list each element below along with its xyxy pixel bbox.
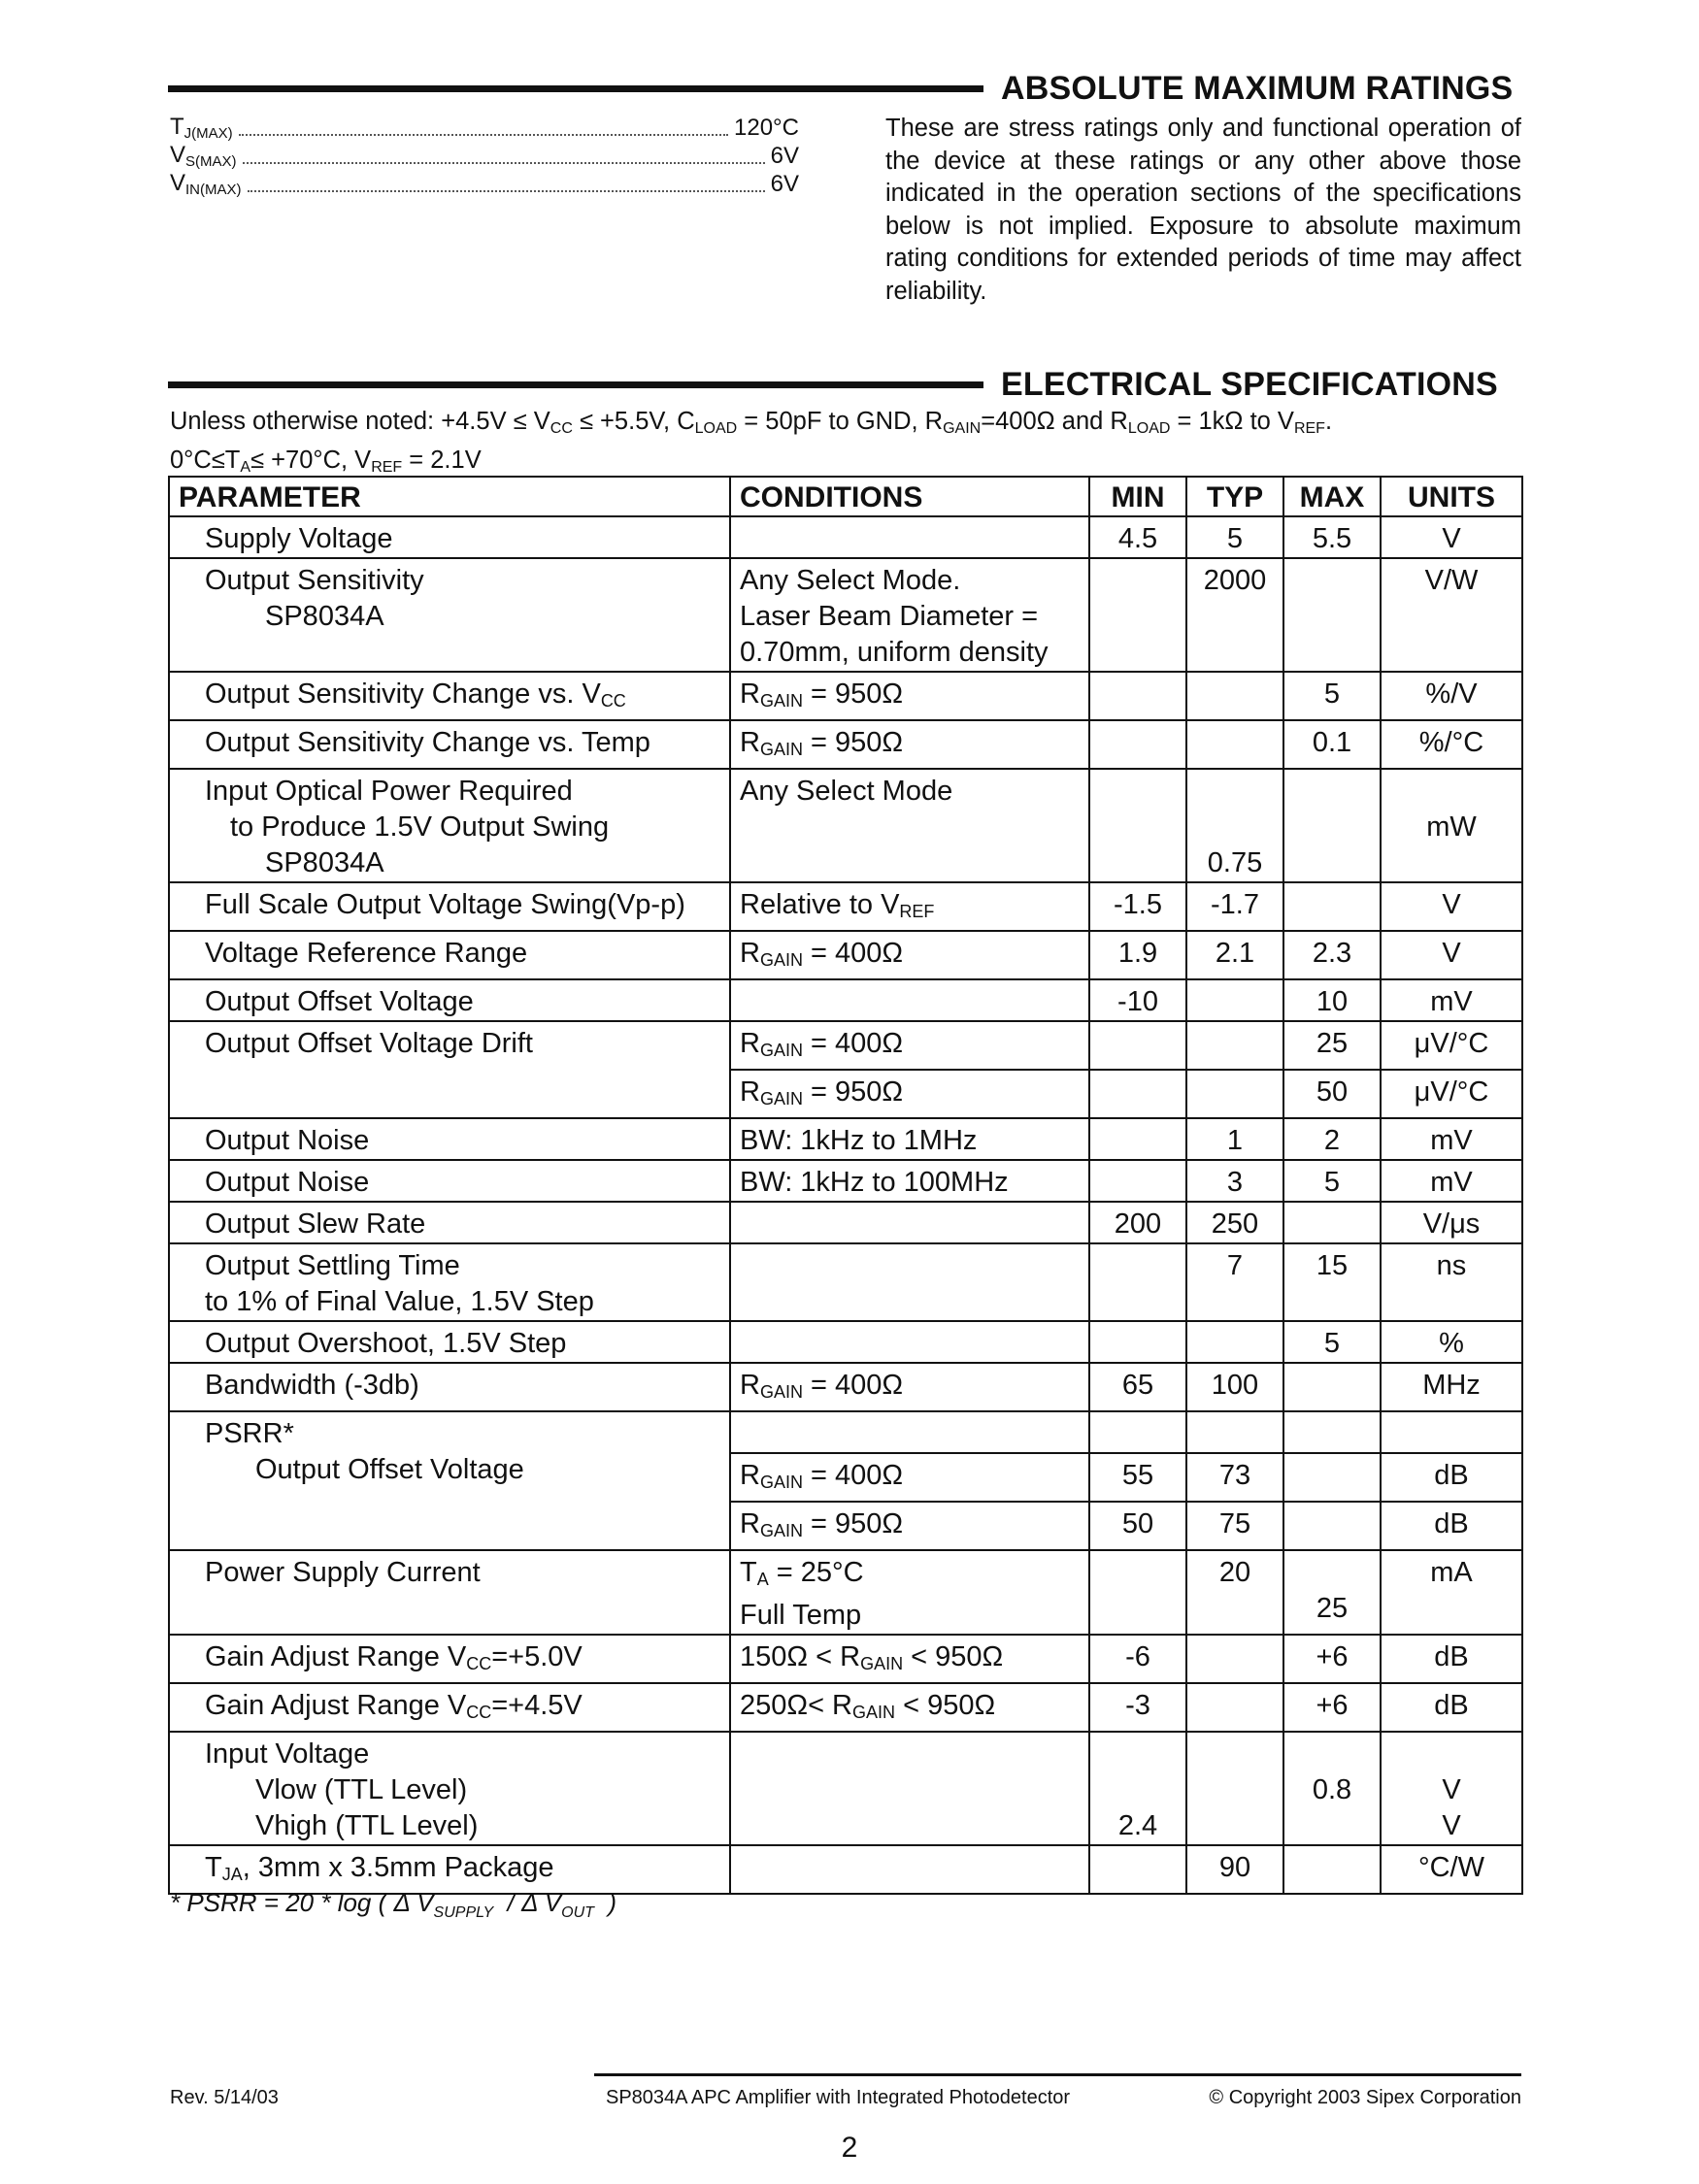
table-cell: mW — [1381, 769, 1522, 882]
table-cell: °C/W — [1381, 1845, 1522, 1894]
table-cell — [1089, 1321, 1186, 1363]
table-cell: 75 — [1186, 1502, 1283, 1550]
table-cell — [1186, 1411, 1283, 1453]
table-cell: Any Select Mode — [730, 769, 1089, 882]
table-cell: dB — [1381, 1683, 1522, 1732]
elec-spec-header — [168, 366, 1521, 404]
table-cell: mV — [1381, 1160, 1522, 1202]
table-cell: μV/°C — [1381, 1021, 1522, 1070]
table-cell: Output Slew Rate — [169, 1202, 730, 1243]
table-cell: Relative to $V_{REF}$ — [730, 882, 1089, 931]
table-cell: Input Optical Power Required to Produce 1.5V Output Swing SP8034A — [169, 769, 730, 882]
table-cell — [1089, 1411, 1186, 1453]
table-row — [169, 1683, 1522, 1732]
table-cell — [730, 516, 1089, 558]
table-row — [169, 516, 1522, 558]
table-cell — [1283, 1411, 1381, 1453]
footer-title: SP8034A APC Amplifier with Integrated Photodetector — [606, 2087, 1071, 2108]
table-cell: Output Offset Voltage Drift — [169, 1021, 730, 1118]
header-parameter: PARAMETER — [169, 477, 730, 516]
table-cell — [730, 1845, 1089, 1894]
table-cell — [1089, 1845, 1186, 1894]
table-cell — [1089, 1118, 1186, 1160]
table-cell: $R_{GAIN} = 400\Omega$ — [730, 1021, 1089, 1070]
table-cell — [1283, 1845, 1381, 1894]
table-cell: V V — [1381, 1732, 1522, 1845]
table-cell — [1283, 1202, 1381, 1243]
table-row — [169, 931, 1522, 979]
table-cell — [1089, 1550, 1186, 1635]
table-cell: 25 — [1283, 1021, 1381, 1070]
table-cell: % — [1381, 1321, 1522, 1363]
table-row — [169, 979, 1522, 1021]
table-cell: 0.1 — [1283, 720, 1381, 769]
table-row — [169, 1732, 1522, 1845]
table-cell: mV — [1381, 979, 1522, 1021]
table-row — [169, 1321, 1522, 1363]
table-cell: $250\Omega< R_{GAIN} < 950\Omega$ — [730, 1683, 1089, 1732]
table-cell: 200 — [1089, 1202, 1186, 1243]
psrr-footnote: * PSRR = 20 * log ( Δ $V_{SUPPLY}$ / Δ $V_{OUT}$ ) — [170, 1888, 617, 1921]
table-cell — [1186, 979, 1283, 1021]
table-cell — [730, 1732, 1089, 1845]
table-cell: μV/°C — [1381, 1070, 1522, 1118]
table-cell: 25 — [1283, 1550, 1381, 1635]
table-cell: Power Supply Current — [169, 1550, 730, 1635]
table-cell: 1 — [1186, 1118, 1283, 1160]
table-cell: -10 — [1089, 979, 1186, 1021]
table-cell: Output Overshoot, 1.5V Step — [169, 1321, 730, 1363]
table-cell: 0.75 — [1186, 769, 1283, 882]
table-cell: 250 — [1186, 1202, 1283, 1243]
table-cell: V — [1381, 516, 1522, 558]
table-cell: 20 — [1186, 1550, 1283, 1635]
table-cell: 50 — [1089, 1502, 1186, 1550]
table-cell: dB — [1381, 1453, 1522, 1502]
table-cell: Full Scale Output Voltage Swing(Vp-p) — [169, 882, 730, 931]
table-cell — [1283, 769, 1381, 882]
table-cell: 7 — [1186, 1243, 1283, 1321]
table-cell — [730, 979, 1089, 1021]
table-cell: dB — [1381, 1635, 1522, 1683]
table-cell: Output Sensitivity Change vs. Temp — [169, 720, 730, 769]
table-cell: $150\Omega < R_{GAIN} < 950\Omega$ — [730, 1635, 1089, 1683]
table-cell — [1283, 1453, 1381, 1502]
table-cell: 4.5 — [1089, 516, 1186, 558]
footer-revision: Rev. 5/14/03 — [170, 2087, 279, 2108]
table-row — [169, 558, 1522, 672]
table-cell: dB — [1381, 1502, 1522, 1550]
table-cell — [1186, 1321, 1283, 1363]
table-cell: -3 — [1089, 1683, 1186, 1732]
table-row — [169, 1411, 1522, 1453]
table-cell: Voltage Reference Range — [169, 931, 730, 979]
table-cell: %/V — [1381, 672, 1522, 720]
table-cell — [1089, 1070, 1186, 1118]
table-cell: 2 — [1283, 1118, 1381, 1160]
table-cell: Gain Adjust Range $V_{CC}=+4.5V$ — [169, 1683, 730, 1732]
table-cell: 3 — [1186, 1160, 1283, 1202]
table-row — [169, 1021, 1522, 1070]
page-number: 2 — [841, 2132, 858, 2164]
table-cell: 2.1 — [1186, 931, 1283, 979]
table-row — [169, 720, 1522, 769]
table-cell: $T_A = 25^\circ C$ Full Temp — [730, 1550, 1089, 1635]
table-cell: Supply Voltage — [169, 516, 730, 558]
table-cell: Output Noise — [169, 1118, 730, 1160]
table-cell — [1089, 1160, 1186, 1202]
table-cell: 10 — [1283, 979, 1381, 1021]
table-cell — [730, 1411, 1089, 1453]
table-cell — [1186, 720, 1283, 769]
table-row — [169, 1550, 1522, 1635]
spec-table — [168, 476, 1523, 1895]
table-row — [169, 1635, 1522, 1683]
table-cell: Bandwidth (-3db) — [169, 1363, 730, 1411]
table-cell: 5.5 — [1283, 516, 1381, 558]
table-cell: $R_{GAIN} = 400\Omega$ — [730, 1363, 1089, 1411]
table-cell: Any Select Mode. Laser Beam Diameter = 0.70mm, uniform density — [730, 558, 1089, 672]
table-cell: %/°C — [1381, 720, 1522, 769]
table-cell: mV — [1381, 1118, 1522, 1160]
table-cell — [1283, 1363, 1381, 1411]
table-cell — [1186, 1070, 1283, 1118]
table-cell: 5 — [1283, 672, 1381, 720]
table-cell: 5 — [1283, 1160, 1381, 1202]
table-cell: $R_{GAIN} = 400\Omega$ — [730, 931, 1089, 979]
table-cell — [730, 1321, 1089, 1363]
footer-copyright: © Copyright 2003 Sipex Corporation — [1209, 2087, 1521, 2108]
rating-vin: $V_{IN(MAX)}$ 6V — [170, 170, 799, 198]
table-row — [169, 1243, 1522, 1321]
table-cell: -1.5 — [1089, 882, 1186, 931]
header-max: MAX — [1283, 477, 1381, 516]
table-cell — [730, 1243, 1089, 1321]
header-units: UNITS — [1381, 477, 1522, 516]
table-cell: 2000 — [1186, 558, 1283, 672]
table-cell — [1283, 1502, 1381, 1550]
header-typ: TYP — [1186, 477, 1283, 516]
rating-vs: $V_{S(MAX)}$ 6V — [170, 142, 799, 170]
table-cell: 65 — [1089, 1363, 1186, 1411]
table-cell — [1186, 1635, 1283, 1683]
table-header-row — [169, 477, 1522, 516]
table-row — [169, 1845, 1522, 1894]
table-cell: ns — [1381, 1243, 1522, 1321]
table-cell: 5 — [1186, 516, 1283, 558]
section-rule — [168, 381, 983, 388]
section-title: ELECTRICAL SPECIFICATIONS — [1001, 366, 1498, 403]
table-row — [169, 1160, 1522, 1202]
table-cell: V/μs — [1381, 1202, 1522, 1243]
table-cell: Output Noise — [169, 1160, 730, 1202]
table-cell: 5 — [1283, 1321, 1381, 1363]
section-rule — [168, 85, 983, 92]
header-min: MIN — [1089, 477, 1186, 516]
table-cell: V — [1381, 882, 1522, 931]
table-cell — [1283, 882, 1381, 931]
table-cell — [1283, 558, 1381, 672]
table-cell: 100 — [1186, 1363, 1283, 1411]
rating-tj: $T_{J(MAX)}$ 120°C — [170, 114, 799, 142]
table-cell: V/W — [1381, 558, 1522, 672]
table-cell: 2.3 — [1283, 931, 1381, 979]
footer-rule — [594, 2073, 1521, 2076]
table-cell: Gain Adjust Range $V_{CC}=+5.0V$ — [169, 1635, 730, 1683]
table-cell: Output Sensitivity Change vs. $V_{CC}$ — [169, 672, 730, 720]
table-cell: V — [1381, 931, 1522, 979]
table-row — [169, 1202, 1522, 1243]
table-cell — [1186, 672, 1283, 720]
table-cell — [1186, 1683, 1283, 1732]
table-cell: $R_{GAIN} = 950\Omega$ — [730, 720, 1089, 769]
table-cell: Input Voltage Vlow (TTL Level) Vhigh (TTL Level) — [169, 1732, 730, 1845]
table-cell: 0.8 — [1283, 1732, 1381, 1845]
table-cell: BW: 1kHz to 1MHz — [730, 1118, 1089, 1160]
table-cell — [1381, 1411, 1522, 1453]
table-cell: mA — [1381, 1550, 1522, 1635]
table-cell: Output Sensitivity SP8034A — [169, 558, 730, 672]
table-cell: 50 — [1283, 1070, 1381, 1118]
table-row — [169, 882, 1522, 931]
header-conditions: CONDITIONS — [730, 477, 1089, 516]
table-row — [169, 1118, 1522, 1160]
abs-max-note: These are stress ratings only and functional operation of the device at these ratings or any other above those indicated in the operation sections of the specifications below is not implied. Exposure to absolute maximum rating conditions for extended periods of time may affect reliability. — [885, 115, 1521, 305]
table-cell — [1186, 1021, 1283, 1070]
table-cell — [730, 1202, 1089, 1243]
table-cell: 55 — [1089, 1453, 1186, 1502]
table-cell — [1186, 1732, 1283, 1845]
table-row — [169, 672, 1522, 720]
table-row — [169, 769, 1522, 882]
table-cell: $R_{GAIN} = 950\Omega$ — [730, 672, 1089, 720]
table-cell — [1089, 672, 1186, 720]
table-cell — [1089, 720, 1186, 769]
table-cell: $R_{GAIN} = 400\Omega$ — [730, 1453, 1089, 1502]
table-cell: PSRR* Output Offset Voltage — [169, 1411, 730, 1550]
table-cell — [1089, 769, 1186, 882]
table-cell: +6 — [1283, 1635, 1381, 1683]
section-title: ABSOLUTE MAXIMUM RATINGS — [1001, 70, 1514, 107]
table-cell: MHz — [1381, 1363, 1522, 1411]
table-cell: -6 — [1089, 1635, 1186, 1683]
conditions-note: Unless otherwise noted: $+4.5V \le V_{CC} \le +5.5V$, $C_{LOAD} = 50pF$ to GND, $R_{GAIN}=400\Omega$ and $R_{LOAD} = 1k\Omega$ to $V_{REF}$. $0^\circ C\le T_A\le +70^\circ C$, $V_{REF} = 2.1V$ — [170, 408, 1333, 476]
table-cell: 15 — [1283, 1243, 1381, 1321]
table-cell: +6 — [1283, 1683, 1381, 1732]
table-cell — [1089, 558, 1186, 672]
abs-max-header — [168, 70, 1521, 108]
table-cell: $T_{JA}$, 3mm x 3.5mm Package — [169, 1845, 730, 1894]
table-row — [169, 1363, 1522, 1411]
table-cell: Output Settling Time to 1% of Final Value, 1.5V Step — [169, 1243, 730, 1321]
table-cell: $R_{GAIN} = 950\Omega$ — [730, 1502, 1089, 1550]
table-cell: Output Offset Voltage — [169, 979, 730, 1021]
table-cell: BW: 1kHz to 100MHz — [730, 1160, 1089, 1202]
table-cell — [1089, 1243, 1186, 1321]
table-cell — [1089, 1021, 1186, 1070]
table-cell: 1.9 — [1089, 931, 1186, 979]
table-cell: 2.4 — [1089, 1732, 1186, 1845]
table-cell: -1.7 — [1186, 882, 1283, 931]
table-cell: 73 — [1186, 1453, 1283, 1502]
table-cell: 90 — [1186, 1845, 1283, 1894]
table-cell: $R_{GAIN} = 950\Omega$ — [730, 1070, 1089, 1118]
